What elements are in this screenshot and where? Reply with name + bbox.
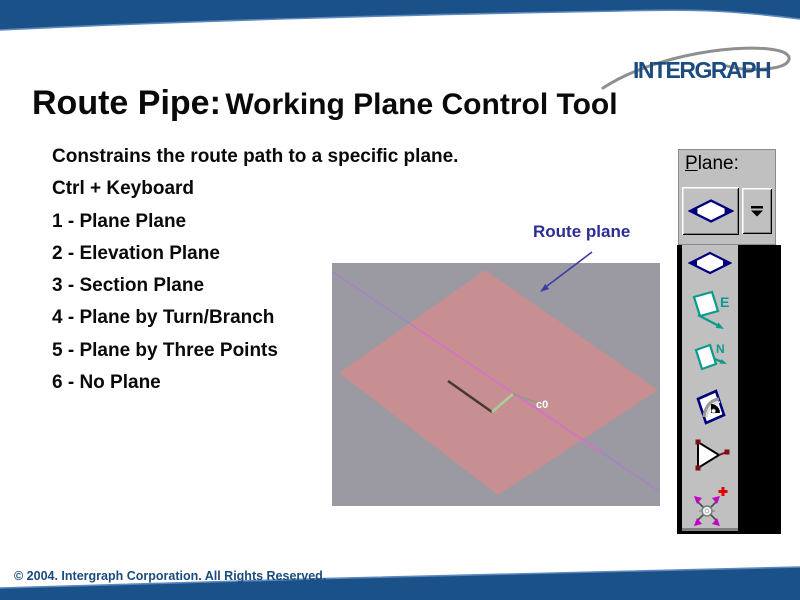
plane-mode-dropdown-button[interactable] [742,188,772,234]
list-item: Constrains the route path to a specific plane. [52,146,459,167]
plane-palette-strip [682,245,738,531]
3d-viewport-image [332,263,660,506]
list-item: 6 - No Plane [52,372,161,394]
svg-text:E: E [720,294,730,310]
plane-toolbar-panel [678,149,776,245]
list-item: 2 - Elevation Plane [52,242,220,264]
list-item: 5 - Plane by Three Points [52,339,278,361]
plane-plane-icon [688,251,732,275]
plane-toolbar-label: Plane: [685,153,739,174]
title-secondary: Working Plane Control Tool [225,88,618,121]
plane-by-turn-branch-icon [690,387,730,429]
route-plane-annotation: Route plane [533,222,631,241]
list-item: 1 - Plane Plane [52,210,187,232]
dropdown-arrow-icon [749,205,765,218]
no-plane-icon [690,485,730,529]
svg-text:N: N [716,342,725,356]
section-plane-icon [690,340,730,376]
palette-item-plane-by-turn-branch[interactable] [690,387,730,429]
plane-by-three-points-icon [689,437,731,477]
list-item: 4 - Plane by Turn/Branch [52,307,275,329]
list-item: Ctrl + Keyboard [52,178,195,200]
page-title [32,84,618,123]
palette-item-section-plane[interactable] [690,340,730,376]
palette-item-plane-by-three-points[interactable] [689,437,731,477]
palette-item-elevation-plane[interactable] [688,289,732,333]
elevation-plane-icon [688,289,732,333]
plane-mode-button[interactable] [682,187,739,235]
point-label: c0 [536,399,549,411]
title-primary: Route Pipe: [32,84,221,122]
intergraph-logo: INTERGRAPH [633,57,771,83]
copyright-text: © 2004. Intergraph Corporation. All Rights Reserved. [14,569,327,583]
annotation-arrow-icon [510,245,610,305]
palette-item-plane-plane[interactable] [688,251,732,275]
plane-diamond-icon [688,198,734,224]
plane-palette [677,245,781,534]
list-item: 3 - Section Plane [52,275,205,297]
top-border-band [0,0,800,40]
palette-item-no-plane[interactable] [690,485,730,529]
